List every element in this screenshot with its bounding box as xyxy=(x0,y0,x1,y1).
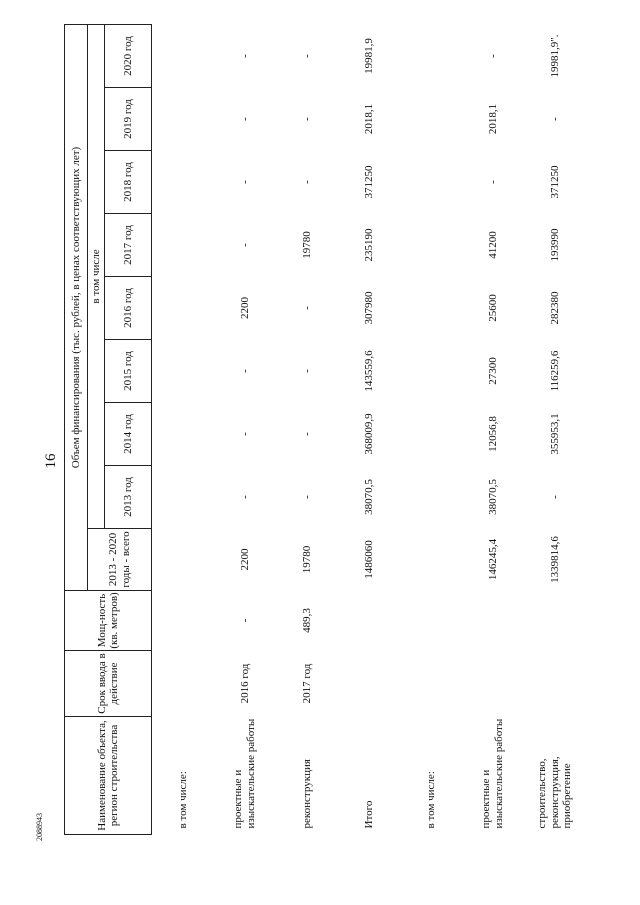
row-year-value: - xyxy=(239,117,251,121)
row-capacity xyxy=(152,591,215,651)
row-year-value: 19780 xyxy=(301,231,313,259)
row-year-value xyxy=(152,403,215,466)
row-year-value: 19981,9". xyxy=(549,34,561,78)
row-year-value xyxy=(152,151,215,214)
header-year: 2013 год xyxy=(105,466,152,529)
header-year: 2016 год xyxy=(105,277,152,340)
row-year-value xyxy=(400,214,462,277)
row-year-value: 116259,6 xyxy=(549,350,561,392)
row-year-value: 27300 xyxy=(487,357,499,385)
row-year-value xyxy=(400,151,462,214)
row-term xyxy=(152,651,215,717)
row-year-value: - xyxy=(301,495,313,499)
row-name: в том числе: xyxy=(176,771,189,829)
row-name: реконструкция xyxy=(300,759,313,829)
header-total: 2013 - 2020 годы - всего xyxy=(88,529,152,591)
row-year-value xyxy=(152,277,215,340)
row-year-value: - xyxy=(301,369,313,373)
row-capacity xyxy=(400,591,462,651)
row-year-value: 235190 xyxy=(363,228,375,262)
header-incl: в том числе xyxy=(88,24,105,528)
row-name: проектные и изыскательские работы xyxy=(480,718,505,829)
row-year-value: - xyxy=(301,306,313,310)
row-year-value: 19981,9 xyxy=(363,38,375,74)
header-year: 2014 год xyxy=(105,403,152,466)
row-capacity xyxy=(462,591,524,651)
row-year-value: - xyxy=(239,369,251,373)
row-year-value xyxy=(152,214,215,277)
header-term: Срок ввода в действие xyxy=(65,651,152,717)
table-row xyxy=(152,24,215,834)
row-year-value: - xyxy=(239,243,251,247)
row-year-value: 25600 xyxy=(487,294,499,322)
row-year-value: 355953,1 xyxy=(549,413,561,455)
row-total: 1339814,6 xyxy=(549,536,561,583)
row-year-value: - xyxy=(549,495,561,499)
row-year-value: - xyxy=(301,180,313,184)
row-year-value: 12056,8 xyxy=(487,416,499,452)
table-row xyxy=(400,24,462,834)
table-row xyxy=(462,24,524,834)
row-year-value: 2018,1 xyxy=(363,103,375,135)
row-year-value: 38070,5 xyxy=(487,479,499,515)
table-row xyxy=(524,24,586,834)
row-term xyxy=(524,651,586,717)
row-capacity xyxy=(338,591,400,651)
header-year: 2015 год xyxy=(105,340,152,403)
page-number: 16 xyxy=(43,453,59,469)
row-total xyxy=(400,529,462,591)
row-year-value xyxy=(152,340,215,403)
row-year-value xyxy=(152,24,215,87)
row-year-value xyxy=(400,340,462,403)
row-total xyxy=(152,529,215,591)
row-year-value: 2200 xyxy=(239,297,251,319)
row-year-value xyxy=(400,24,462,87)
row-year-value: 41200 xyxy=(487,231,499,259)
table-row xyxy=(276,24,338,834)
header-year: 2020 год xyxy=(105,24,152,87)
row-term xyxy=(338,651,400,717)
row-total: 1486060 xyxy=(363,540,375,579)
row-year-value: - xyxy=(487,180,499,184)
row-year-value xyxy=(152,88,215,151)
row-year-value: 38070,5 xyxy=(363,479,375,515)
header-year: 2019 год xyxy=(105,88,152,151)
row-capacity: 489,3 xyxy=(301,608,313,633)
row-year-value xyxy=(152,466,215,529)
table-row xyxy=(214,24,276,834)
row-year-value xyxy=(400,466,462,529)
row-name: строительство, реконструкция, приобретение xyxy=(536,756,574,829)
funding-table xyxy=(64,24,586,835)
row-year-value: 143559,6 xyxy=(363,350,375,392)
row-year-value: - xyxy=(239,180,251,184)
row-year-value xyxy=(400,403,462,466)
header-funding: Объем финансирования (тыс. рублей, в ценах соответствующих лет) xyxy=(65,24,88,590)
row-name: в том числе: xyxy=(424,771,437,829)
row-year-value: - xyxy=(301,117,313,121)
row-year-value: 368009,9 xyxy=(363,413,375,455)
row-year-value: - xyxy=(239,495,251,499)
row-total: 146245,4 xyxy=(487,538,499,581)
row-year-value: 307980 xyxy=(363,291,375,325)
row-year-value xyxy=(400,277,462,340)
table-body xyxy=(152,24,587,834)
row-year-value: - xyxy=(487,54,499,58)
header-capacity: Мощ-ность (кв. метров) xyxy=(65,591,152,651)
row-year-value: 282380 xyxy=(549,291,561,325)
row-total: 2200 xyxy=(239,548,251,571)
row-capacity xyxy=(524,591,586,651)
row-year-value: 371250 xyxy=(363,165,375,199)
row-term: 2016 год xyxy=(239,663,251,704)
document-id: 2088943 xyxy=(35,813,44,841)
row-name: проектные и изыскательские работы xyxy=(232,718,257,829)
row-year-value: - xyxy=(239,432,251,436)
row-term xyxy=(462,651,524,717)
row-year-value: 193990 xyxy=(549,228,561,262)
row-year-value: - xyxy=(549,117,561,121)
row-year-value: 2018,1 xyxy=(487,103,499,135)
row-term: 2017 год xyxy=(301,663,313,704)
row-year-value: 371250 xyxy=(549,165,561,199)
table-row xyxy=(338,24,400,834)
row-name: Итого xyxy=(362,800,375,829)
row-year-value: - xyxy=(301,54,313,58)
row-year-value: - xyxy=(239,54,251,58)
row-capacity: - xyxy=(239,618,251,623)
header-name: Наименование объекта, регион строительства xyxy=(65,717,152,835)
row-total: 19780 xyxy=(301,545,313,574)
rotated-table-container xyxy=(64,25,574,835)
row-year-value: - xyxy=(301,432,313,436)
header-year: 2017 год xyxy=(105,214,152,277)
row-term xyxy=(400,651,462,717)
row-year-value xyxy=(400,88,462,151)
header-year: 2018 год xyxy=(105,151,152,214)
